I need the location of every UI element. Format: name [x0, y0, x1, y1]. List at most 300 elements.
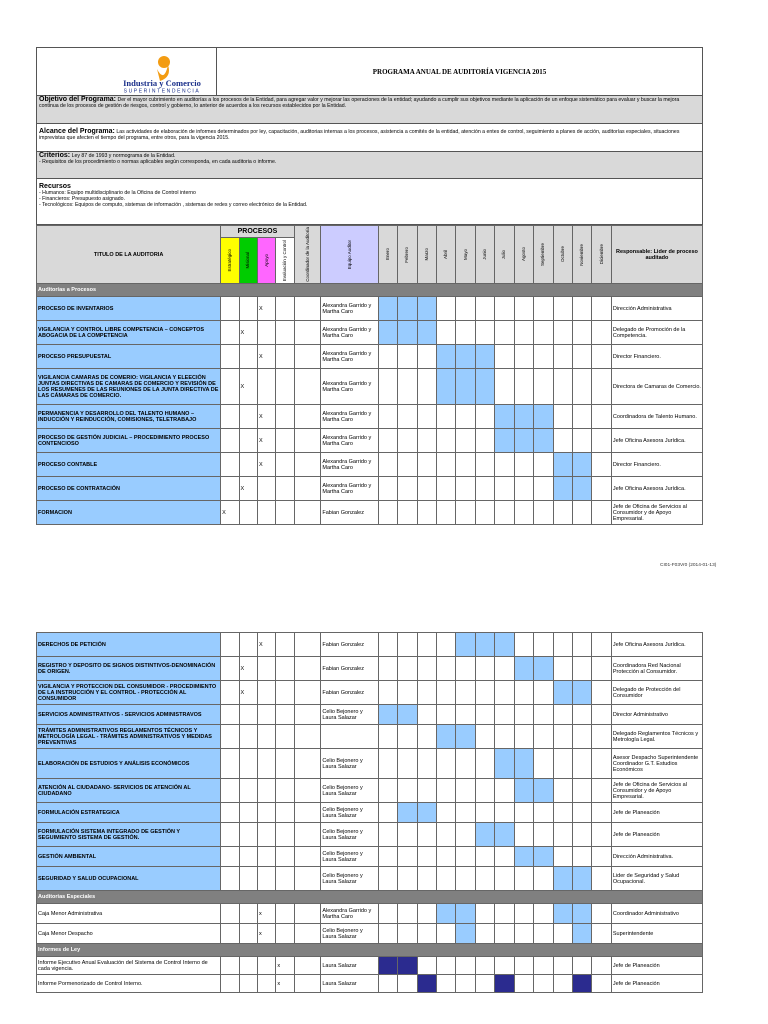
schedule-cell	[573, 705, 592, 725]
col-coordinador-label: Coordinador de la Auditoría	[304, 227, 310, 282]
process-mark-cell	[276, 681, 294, 705]
schedule-cell	[573, 803, 592, 823]
schedule-cell	[475, 321, 494, 345]
schedule-cell	[534, 823, 553, 847]
schedule-cell	[553, 657, 572, 681]
month-label: Julio	[501, 249, 507, 260]
audit-team: Alexandra Garrido y Martha Caro	[321, 405, 378, 429]
process-mark-cell	[239, 904, 257, 924]
schedule-cell	[456, 803, 475, 823]
audit-team: Alexandra Garrido y Martha Caro	[321, 429, 378, 453]
schedule-cell	[534, 847, 553, 867]
schedule-cell	[534, 345, 553, 369]
process-mark-cell	[276, 725, 294, 749]
schedule-cell	[398, 803, 417, 823]
schedule-cell	[456, 453, 475, 477]
responsable-cell: Coordinador Administrativo	[611, 904, 702, 924]
schedule-cell	[378, 975, 397, 993]
schedule-cell	[592, 904, 611, 924]
schedule-cell	[436, 369, 455, 405]
schedule-cell	[573, 501, 592, 525]
process-mark-cell	[221, 957, 239, 975]
audit-team: Alexandra Garrido y Martha Caro	[321, 453, 378, 477]
process-mark-cell	[294, 321, 321, 345]
responsable-cell: Jefe de Planeación	[611, 957, 702, 975]
schedule-cell	[456, 867, 475, 891]
schedule-cell	[514, 823, 533, 847]
schedule-cell	[553, 297, 572, 321]
alcance-band	[36, 124, 703, 152]
month-label: Abril	[443, 249, 449, 259]
audit-title: PERMANENCIA Y DESARROLLO DEL TALENTO HUMANO – INDUCCIÓN Y REINDUCCIÓN, COMISIONES, TELETRABAJO	[37, 405, 221, 429]
schedule-cell	[495, 975, 514, 993]
process-mark-cell	[257, 823, 275, 847]
audit-title: PROCESO CONTABLE	[37, 453, 221, 477]
month-label: Marzo	[423, 248, 429, 261]
schedule-cell	[417, 705, 436, 725]
process-mark-cell	[221, 429, 239, 453]
schedule-cell	[553, 405, 572, 429]
audit-team: Alexandra Garrido y Martha Caro	[321, 345, 378, 369]
audit-title: Caja Menor Despacho	[37, 924, 221, 944]
schedule-cell	[378, 867, 397, 891]
schedule-cell	[573, 321, 592, 345]
col-coordinador	[294, 226, 321, 284]
schedule-cell	[398, 657, 417, 681]
schedule-cell	[514, 705, 533, 725]
schedule-cell	[514, 405, 533, 429]
schedule-cell	[398, 477, 417, 501]
schedule-cell	[436, 924, 455, 944]
schedule-cell	[436, 779, 455, 803]
process-mark-cell: X	[257, 633, 275, 657]
schedule-cell	[398, 321, 417, 345]
section-informes-de-ley	[37, 944, 703, 957]
responsable-cell: Coordinadora Red Nacional Protección al Consumidor.	[611, 657, 702, 681]
col-procesos: PROCESOS	[221, 226, 295, 238]
audit-title: ELABORACIÓN DE ESTUDIOS Y ANÁLISIS ECONÓMICOS	[37, 749, 221, 779]
responsable-cell: Lider de Seguridad y Salud Ocupacional.	[611, 867, 702, 891]
process-mark-cell	[257, 779, 275, 803]
schedule-cell	[475, 453, 494, 477]
col-month-octubre	[553, 226, 572, 284]
process-mark-cell: X	[239, 369, 257, 405]
schedule-cell	[475, 957, 494, 975]
schedule-cell	[514, 749, 533, 779]
schedule-cell	[378, 725, 397, 749]
schedule-cell	[495, 345, 514, 369]
col-month-noviembre	[573, 226, 592, 284]
table-row	[37, 779, 703, 803]
col-month-julio	[495, 226, 514, 284]
schedule-cell	[573, 749, 592, 779]
col-titulo: TITULO DE LA AUDITORIA	[37, 226, 221, 284]
schedule-cell	[495, 429, 514, 453]
audit-table-page1	[36, 225, 703, 525]
audit-title: VIGILANCIA CAMARAS DE COMERIO: VIGILANCIA Y ELEECIÓN JUNTAS DIRECTIVAS DE CAMARAS DE COMERCIO Y REVISIÓN DE LOS RESUMENES DE LAS REUNIONES DE LA JUNTA DIRECTIVA DE LAS CÁMARAS DE COMERCIO.	[37, 369, 221, 405]
schedule-cell	[456, 705, 475, 725]
schedule-cell	[456, 847, 475, 867]
table-row	[37, 823, 703, 847]
schedule-cell	[417, 924, 436, 944]
schedule-cell	[378, 847, 397, 867]
schedule-cell	[495, 321, 514, 345]
recursos-line3: - Tecnológicos: Equipos de computo, sistemas de información , sistemas de redes y correo electrónico de la Entidad.	[39, 202, 308, 208]
schedule-cell	[495, 924, 514, 944]
schedule-cell	[456, 633, 475, 657]
audit-team: Celio Bejonero y Laura Salazar	[321, 847, 378, 867]
schedule-cell	[514, 453, 533, 477]
process-mark-cell	[276, 823, 294, 847]
schedule-cell	[475, 803, 494, 823]
schedule-cell	[514, 904, 533, 924]
process-mark-cell	[221, 705, 239, 725]
process-mark-cell	[276, 477, 294, 501]
schedule-cell	[514, 779, 533, 803]
schedule-cell	[436, 345, 455, 369]
table-row	[37, 975, 703, 993]
table-row	[37, 369, 703, 405]
responsable-cell: Jefe de Planeación	[611, 975, 702, 993]
schedule-cell	[417, 867, 436, 891]
table-row	[37, 321, 703, 345]
process-mark-cell	[257, 681, 275, 705]
logo-line2: SUPERINTENDENCIA	[123, 88, 201, 93]
schedule-cell	[475, 924, 494, 944]
audit-title: VIGILANCIA Y PROTECCION DEL CONSUMIDOR - PROCEDIMIENTO DE LA INSTRUCCIÓN Y EL CONTROL - PROTECCIÓN AL CONSUMIDOR	[37, 681, 221, 705]
schedule-cell	[398, 405, 417, 429]
schedule-cell	[514, 501, 533, 525]
recursos-line2: - Financieros: Presupuesto asignado.	[39, 196, 125, 202]
schedule-cell	[553, 429, 572, 453]
schedule-cell	[436, 803, 455, 823]
schedule-cell	[592, 847, 611, 867]
schedule-cell	[378, 749, 397, 779]
schedule-cell	[475, 847, 494, 867]
schedule-cell	[573, 405, 592, 429]
col-month-enero	[378, 226, 397, 284]
schedule-cell	[417, 749, 436, 779]
responsable-cell: Jefe de Planeación	[611, 823, 702, 847]
process-mark-cell: X	[257, 345, 275, 369]
process-mark-cell	[239, 501, 257, 525]
table-row	[37, 924, 703, 944]
process-mark-cell	[294, 904, 321, 924]
schedule-cell	[456, 904, 475, 924]
process-mark-cell	[221, 633, 239, 657]
audit-title: Informe Pormenorizado de Control Interno.	[37, 975, 221, 993]
schedule-cell	[456, 957, 475, 975]
schedule-cell	[573, 924, 592, 944]
criterios-band	[36, 152, 703, 179]
process-mark-cell	[294, 957, 321, 975]
audit-team: Celio Bejonero y Laura Salazar	[321, 823, 378, 847]
schedule-cell	[456, 405, 475, 429]
schedule-cell	[495, 823, 514, 847]
schedule-cell	[475, 749, 494, 779]
schedule-cell	[592, 924, 611, 944]
audit-title: VIGILANCIA Y CONTROL LIBRE COMPETENCIA – CONCEPTOS ABOGACIA DE LA COMPETENCIA	[37, 321, 221, 345]
schedule-cell	[514, 429, 533, 453]
schedule-cell	[534, 633, 553, 657]
audit-title: SERVICIOS ADMINISTRATIVOS - SERVICIOS ADMINISTRAVOS	[37, 705, 221, 725]
schedule-cell	[417, 975, 436, 993]
schedule-cell	[398, 429, 417, 453]
process-mark-cell	[257, 975, 275, 993]
schedule-cell	[436, 297, 455, 321]
process-mark-cell: X	[221, 501, 239, 525]
schedule-cell	[475, 823, 494, 847]
process-mark-cell	[276, 904, 294, 924]
process-mark-cell	[276, 749, 294, 779]
schedule-cell	[436, 657, 455, 681]
process-mark-cell	[294, 477, 321, 501]
schedule-cell	[514, 321, 533, 345]
table-row	[37, 867, 703, 891]
schedule-cell	[456, 681, 475, 705]
schedule-cell	[398, 957, 417, 975]
process-mark-cell	[221, 823, 239, 847]
schedule-cell	[534, 657, 553, 681]
schedule-cell	[456, 749, 475, 779]
process-mark-cell: x	[257, 924, 275, 944]
schedule-cell	[495, 657, 514, 681]
schedule-cell	[398, 867, 417, 891]
col-estrategico	[221, 238, 239, 284]
schedule-cell	[534, 477, 553, 501]
process-mark-cell	[257, 867, 275, 891]
process-mark-cell	[221, 369, 239, 405]
responsable-cell: Jefe Oficina Asesora Jurídica.	[611, 477, 702, 501]
schedule-cell	[417, 477, 436, 501]
schedule-cell	[514, 369, 533, 405]
process-mark-cell	[221, 803, 239, 823]
audit-team: Alexandra Garrido y Martha Caro	[321, 297, 378, 321]
schedule-cell	[378, 633, 397, 657]
schedule-cell	[553, 345, 572, 369]
process-mark-cell	[221, 904, 239, 924]
process-mark-cell: X	[239, 681, 257, 705]
process-mark-cell	[276, 429, 294, 453]
audit-title: FORMULACIÓN SISTEMA INTEGRADO DE GESTIÓN Y SEGUIMIENTO SISTEMA DE GESTIÓN.	[37, 823, 221, 847]
schedule-cell	[398, 681, 417, 705]
process-mark-cell	[239, 847, 257, 867]
process-mark-cell	[294, 297, 321, 321]
schedule-cell	[436, 749, 455, 779]
schedule-cell	[436, 847, 455, 867]
audit-title: FORMACION	[37, 501, 221, 525]
schedule-cell	[534, 725, 553, 749]
process-mark-cell	[257, 657, 275, 681]
schedule-cell	[573, 867, 592, 891]
schedule-cell	[534, 429, 553, 453]
audit-team: Laura Salazar	[321, 957, 378, 975]
schedule-cell	[456, 369, 475, 405]
process-mark-cell	[294, 725, 321, 749]
process-mark-cell	[239, 749, 257, 779]
schedule-cell	[378, 297, 397, 321]
process-mark-cell	[221, 405, 239, 429]
process-mark-cell	[294, 345, 321, 369]
audit-team: Fabian Gonzalez	[321, 633, 378, 657]
process-mark-cell	[257, 957, 275, 975]
process-mark-cell	[221, 345, 239, 369]
schedule-cell	[456, 823, 475, 847]
schedule-cell	[495, 779, 514, 803]
schedule-cell	[553, 321, 572, 345]
audit-title: PROCESO DE GESTIÓN JUDICIAL – PROCEDIMIENTO PROCESO CONTENCIOSO	[37, 429, 221, 453]
schedule-cell	[378, 803, 397, 823]
schedule-cell	[475, 904, 494, 924]
process-mark-cell	[294, 975, 321, 993]
process-mark-cell	[294, 429, 321, 453]
table-row	[37, 725, 703, 749]
process-mark-cell	[276, 867, 294, 891]
schedule-cell	[592, 429, 611, 453]
schedule-cell	[514, 924, 533, 944]
schedule-cell	[378, 321, 397, 345]
schedule-cell	[534, 924, 553, 944]
schedule-cell	[378, 657, 397, 681]
audit-title: GESTIÓN AMBIENTAL	[37, 847, 221, 867]
schedule-cell	[417, 681, 436, 705]
process-mark-cell	[221, 321, 239, 345]
schedule-cell	[378, 957, 397, 975]
schedule-cell	[573, 657, 592, 681]
col-apoyo	[257, 238, 275, 284]
schedule-cell	[534, 297, 553, 321]
responsable-cell: Director Financiero.	[611, 345, 702, 369]
process-mark-cell	[221, 297, 239, 321]
responsable-cell: Director Financiero.	[611, 453, 702, 477]
process-mark-cell	[221, 867, 239, 891]
schedule-cell	[514, 345, 533, 369]
audit-title: SEGURIDAD Y SALUD OCUPACIONAL	[37, 867, 221, 891]
schedule-cell	[417, 725, 436, 749]
col-responsable: Responsable: Lider de proceso auditado	[611, 226, 702, 284]
schedule-cell	[553, 681, 572, 705]
schedule-cell	[398, 501, 417, 525]
schedule-cell	[436, 867, 455, 891]
process-mark-cell: x	[257, 904, 275, 924]
schedule-cell	[475, 369, 494, 405]
process-mark-cell	[276, 345, 294, 369]
schedule-cell	[592, 779, 611, 803]
schedule-cell	[592, 957, 611, 975]
process-mark-cell	[294, 501, 321, 525]
schedule-cell	[573, 957, 592, 975]
schedule-cell	[495, 749, 514, 779]
process-mark-cell	[276, 369, 294, 405]
schedule-cell	[378, 405, 397, 429]
schedule-cell	[456, 725, 475, 749]
col-month-agosto	[514, 226, 533, 284]
schedule-cell	[514, 725, 533, 749]
col-month-junio	[475, 226, 494, 284]
audit-team: Alexandra Garrido y Martha Caro	[321, 477, 378, 501]
schedule-cell	[436, 501, 455, 525]
audit-team: Celio Bejonero y Laura Salazar	[321, 924, 378, 944]
schedule-cell	[398, 904, 417, 924]
process-mark-cell	[257, 847, 275, 867]
month-label: Diciembre	[598, 244, 604, 265]
table-row	[37, 633, 703, 657]
column-header-row	[37, 226, 703, 238]
schedule-cell	[514, 657, 533, 681]
schedule-cell	[592, 681, 611, 705]
logo-area	[37, 48, 217, 95]
report-header	[36, 47, 703, 96]
schedule-cell	[534, 681, 553, 705]
schedule-cell	[553, 705, 572, 725]
process-mark-cell	[239, 633, 257, 657]
schedule-cell	[592, 657, 611, 681]
schedule-cell	[417, 321, 436, 345]
col-misional-label: Misional	[245, 252, 251, 269]
schedule-cell	[553, 957, 572, 975]
process-mark-cell	[221, 725, 239, 749]
process-mark-cell	[294, 749, 321, 779]
process-mark-cell	[294, 405, 321, 429]
schedule-cell	[378, 705, 397, 725]
process-mark-cell	[294, 369, 321, 405]
schedule-cell	[495, 297, 514, 321]
responsable-cell: Jefe Oficina Asesora Jurídica.	[611, 429, 702, 453]
schedule-cell	[378, 924, 397, 944]
schedule-cell	[436, 453, 455, 477]
audit-team: Celio Bejonero y Laura Salazar	[321, 705, 378, 725]
table-row	[37, 405, 703, 429]
schedule-cell	[495, 904, 514, 924]
schedule-cell	[573, 725, 592, 749]
schedule-cell	[495, 501, 514, 525]
table-row	[37, 957, 703, 975]
month-label: Agosto	[520, 247, 526, 262]
schedule-cell	[436, 681, 455, 705]
schedule-cell	[378, 681, 397, 705]
schedule-cell	[398, 847, 417, 867]
audit-team	[321, 725, 378, 749]
schedule-cell	[592, 633, 611, 657]
process-mark-cell	[294, 803, 321, 823]
section-auditorias-especiales-label: Auditorias Especiales	[37, 891, 703, 904]
table-row	[37, 345, 703, 369]
page-title: PROGRAMA ANUAL DE AUDITORÍA VIGENCIA 2015	[372, 67, 547, 76]
schedule-cell	[417, 297, 436, 321]
table-row	[37, 429, 703, 453]
schedule-cell	[417, 823, 436, 847]
schedule-cell	[475, 779, 494, 803]
process-mark-cell	[239, 453, 257, 477]
schedule-cell	[553, 725, 572, 749]
schedule-cell	[553, 633, 572, 657]
process-mark-cell	[257, 369, 275, 405]
process-mark-cell	[257, 803, 275, 823]
schedule-cell	[378, 429, 397, 453]
schedule-cell	[573, 633, 592, 657]
objetivo-band	[36, 96, 703, 124]
schedule-cell	[573, 779, 592, 803]
process-mark-cell	[294, 847, 321, 867]
criterios-label: Criterios:	[39, 152, 71, 159]
schedule-cell	[417, 803, 436, 823]
sic-logo-icon	[102, 53, 222, 93]
schedule-cell	[553, 867, 572, 891]
schedule-cell	[398, 823, 417, 847]
schedule-cell	[592, 705, 611, 725]
process-mark-cell	[276, 501, 294, 525]
schedule-cell	[514, 957, 533, 975]
